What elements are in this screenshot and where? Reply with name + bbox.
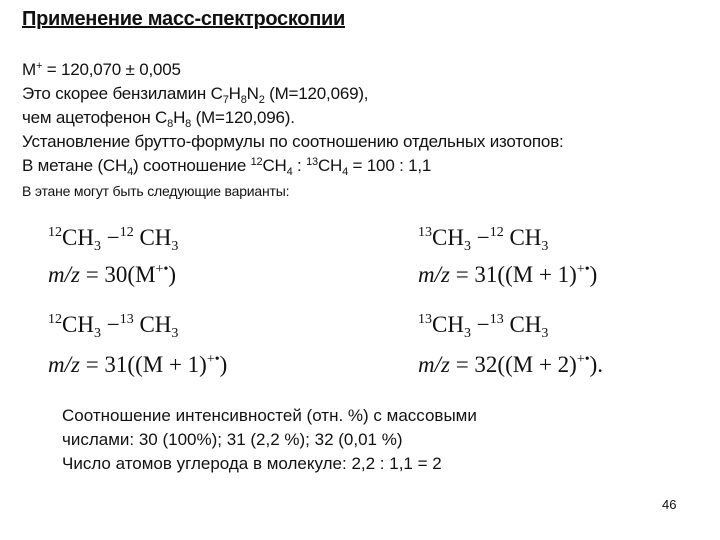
text-line-ethane: В этане могут быть следующие варианты:: [22, 183, 290, 199]
text-line-acetophenone: чем ацетофенон $C_8H_8$ (M=120,096).: [22, 108, 295, 130]
page-number: 46: [662, 497, 677, 512]
formula-mz-3: m/z = 31((M + 1)+•): [48, 352, 228, 377]
text-line-methane: В метане $(CH_4)$ соотношение $^{12}CH_4$ : $^{13}CH_4 = 100$ : 1,1: [22, 156, 432, 178]
formula-mz-2: m/z = 31((M + 1)+•): [418, 262, 598, 287]
formula-isotopologue-2: $^{13}CH_3 -^{12}$ $CH_3$: [418, 225, 549, 254]
formula-isotopologue-4: $^{13}CH_3 -^{13}$ $CH_3$: [418, 312, 549, 341]
formula-isotopologue-1: $^{12}CH_3 -^{12}$ $CH_3$: [48, 225, 179, 254]
slide-title: Применение масс-спектроскопии: [22, 8, 345, 30]
formula-mz-1: m/z = 30(M+•): [48, 262, 177, 287]
bottom-text-line-2: числами: 30 (100%); 31 (2,2 %); 32 (0,01 %): [62, 430, 403, 449]
formula-mz-4: m/z = 32((M + 2)+•).: [418, 352, 604, 377]
text-line-benzylamine: Это скорее бензиламин $C_7H_8N_2$ (M=120,069),: [22, 84, 369, 106]
text-line-mass: M+ = 120,070 ± 0,005: [22, 60, 181, 79]
bottom-text-line-3: Число атомов углерода в молекуле: 2,2 : 1,1 = 2: [62, 454, 442, 473]
bottom-text-line-1: Соотношение интенсивностей (отн. %) с массовыми: [62, 406, 477, 425]
text-line-isotopes: Установление брутто-формулы по соотношению отдельных изотопов:: [22, 132, 564, 151]
formula-isotopologue-3: $^{12}CH_3 -^{13}$ $CH_3$: [48, 312, 179, 341]
